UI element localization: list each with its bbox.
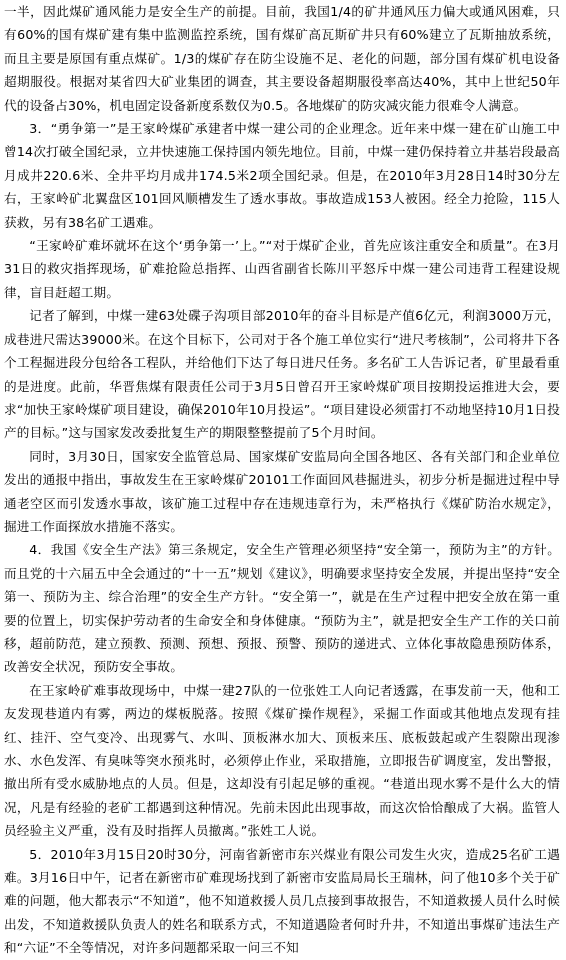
paragraph-item-3: 3．“勇争第一”是王家岭煤矿承建者中煤一建公司的企业理念。近年来中煤一建在矿山施工中曾14次打破全国纪录，立井快速施工保持国内领先地位。目前，中煤一建仍保持着立井基岩段最高月成井220.6米、全井平均月成井174.5米2项全国纪录。但是，在2010年3月28日14时30分左右，王家岭矿北翼盘区101回风顺槽发生了透水事故。事故造成153人被困。经全力抢险，115人获救，另有38名矿工遇难。 [4,121,560,230]
paragraph-item-4: 4．我国《安全生产法》第三条规定，安全生产管理必须坚持“安全第一，预防为主”的方针。而且党的十六届五中全会通过的“十一五”规划《建议》，明确要求坚持安全发展，并提出坚持“安全第一、预防为主、综合治理”的安全生产方针。“安全第一”，就是在生产过程中把安全放在第一重要的位置上，切实保护劳动者的生命安全和身体健康。“预防为主”，就是把安全生产工作的关口前移，超前防范，建立预教、预测、预想、预报、预警、预防的递进式、立体化事故隐患预防体系，改善安全状况，预防安全事故。 [4,542,560,675]
paragraph-quote: “王家岭矿难坏就坏在这个‘勇争第一’上。”“对于煤矿企业，首先应该注重安全和质量”。在3月31日的救灾指挥现场，矿难抢险总指挥、山西省副省长陈川平怒斥中煤一建公司违背工程建设规律，盲目赶超工期。 [4,238,560,300]
paragraph-ventilation: 一半，因此煤矿通风能力是安全生产的前提。目前，我国1/4的矿井通风压力偏大或通风困难，只有60%的国有煤矿建有集中监测监控系统，国有煤矿高瓦斯矿井只有60%建立了瓦斯抽放系统，而且主要是原国有重点煤矿。1/3的煤矿存在防尘设施不足、老化的问题，部分国有煤矿机电设备超期服役。根据对某省四大矿业集团的调查，其主要设备超期服役率高达40%，其中上世纪50年代的设备占30%，机电固定设备新度系数仅为0.5。各地煤矿的防灾减灾能力很难令人满意。 [4,4,560,113]
paragraph-notice: 同时，3月30日，国家安全监管总局、国家煤矿安监局向全国各地区、各有关部门和企业单位发出的通报中指出，事故发生在王家岭煤矿20101工作面回风巷掘进头，初步分析是掘进过程中导通老空区而引发透水事故，该矿施工过程中存在违规违章行为，未严格执行《煤矿防治水规定》，掘进工作面探放水措施不落实。 [4,448,560,534]
paragraph-item-5: 5．2010年3月15日20时30分，河南省新密市东兴煤业有限公司发生火灾，造成25名矿工遇难。3月16日中午，记者在新密市矿难现场找到了新密市安监局局长王瑞林，问了他10多个关于矿难的问题，他大都表示“不知道”，他不知道救援人员几点接到事故报告，不知道救援人员什么时候出发，不知道救援队负责人的姓名和联系方式，不知道遇险者何时升井，不知道出事煤矿违法生产和“六证”不全等情况，对许多问题都采取一问三不知 [4,846,560,956]
paragraph-reporter: 记者了解到，中煤一建63处碟子沟项目部2010年的奋斗目标是产值6亿元，利润3000万元，成巷进尺需达39000米。在这个目标下，公司对于各个施工单位实行“进尺考核制”，公司将井下各个工程掘进段分包给各工程队，并给他们下达了每日进尺任务。多名矿工人告诉记者，矿里最看重的是进度。此前，华晋焦煤有限责任公司于3月5日曾召开王家岭煤矿项目按期投运推进大会，要求“加快王家岭煤矿项目建设，确保2010年10月投运”。“项目建设必须雷打不动地坚持10月1日投产的目标。”这与国家发改委批复生产的期限整整提前了5个月时间。 [4,308,560,441]
paragraph-worker: 在王家岭矿难事故现场中，中煤一建27队的一位张姓工人向记者透露，在事发前一天，他和工友发现巷道内有雾，两边的煤板脱落。按照《煤矿操作规程》，采掘工作面或其他地点发现有挂红、挂汗、空气变冷、出现雾气、水叫、顶板淋水加大、顶板来压、底板鼓起或产生裂隙出现渗水、水色发浑、有臭味等突水预兆时，必须停止作业，采取措施，立即报告矿调度室，发出警报，撤出所有受水威胁地点的人员。但是，这却没有引起足够的重视。“巷道出现水雾不是什么大的情况，凡是有经验的老矿工都遇到这种情况。先前未因此出现事故，而这次恰恰酿成了大祸。监管人员经验主义严重，没有及时指挥人员撤离。”张姓工人说。 [4,682,560,839]
